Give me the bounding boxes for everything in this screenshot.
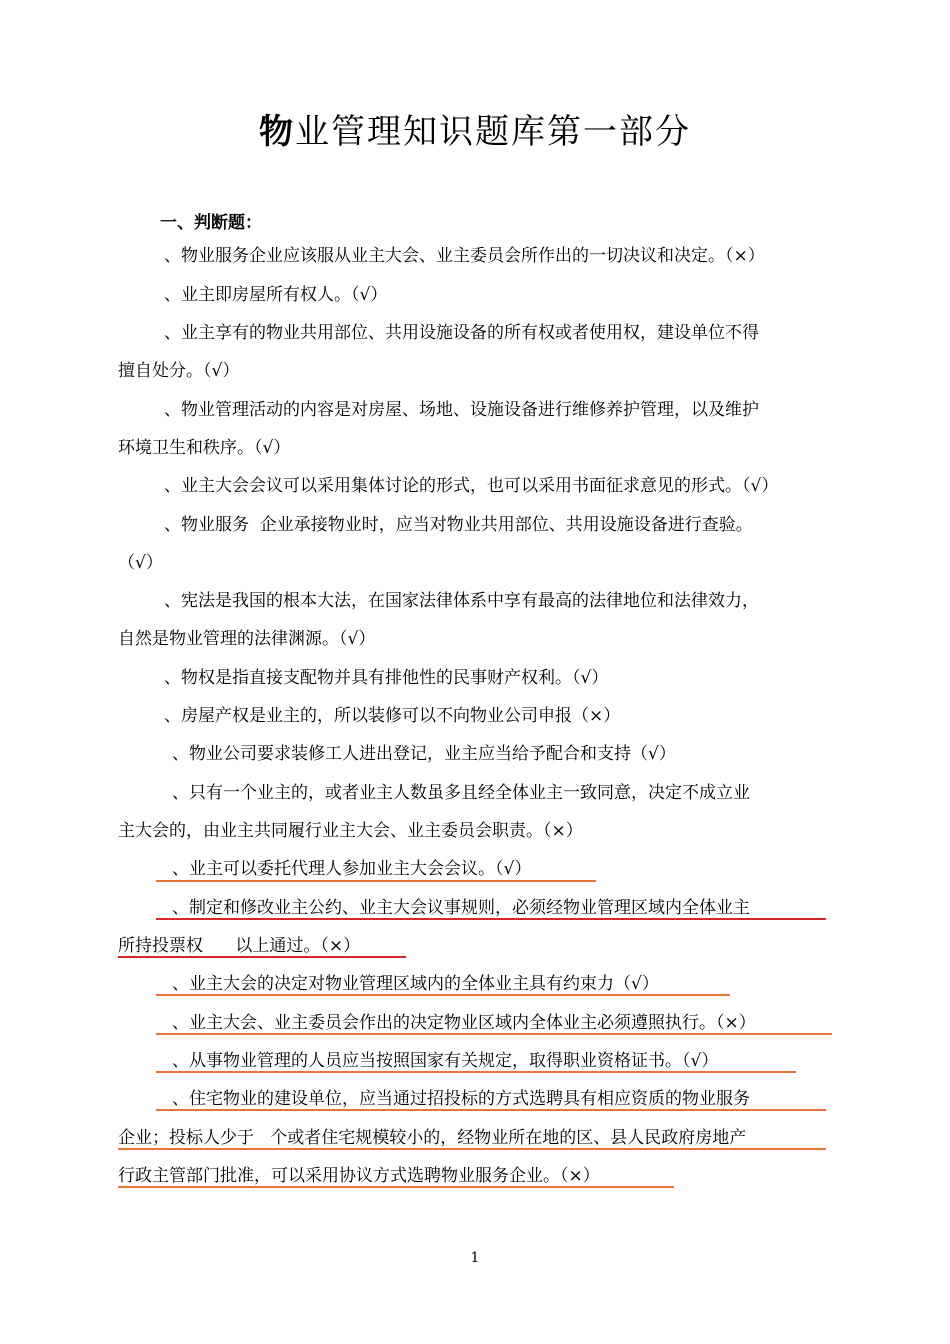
page-title — [0, 104, 950, 153]
highlight-underline — [156, 880, 596, 882]
question-line: 、房屋产权是业主的，所以装修可以不向物业公司申报（×） — [164, 706, 621, 726]
question-line: 企业；投标人少于 个或者住宅规模较小的，经物业所在地的区、县人民政府房地产 — [118, 1128, 747, 1148]
question-line: 、物业服务企业应该服从业主大会、业主委员会所作出的一切决议和决定。（×） — [164, 246, 765, 266]
question-line: 行政主管部门批准，可以采用协议方式选聘物业服务企业。（×） — [118, 1166, 600, 1186]
question-line: 所持投票权 以上通过。（×） — [118, 936, 361, 956]
highlight-underline — [118, 1186, 674, 1188]
question-line: 主大会的，由业主共同履行业主大会、业主委员会职责。（×） — [118, 821, 583, 841]
question-line: 、业主可以委托代理人参加业主大会会议。（√） — [172, 859, 532, 879]
question-line: 、业主大会的决定对物业管理区域内的全体业主具有约束力（√） — [172, 974, 659, 994]
title-rest: 业管理知识题库第一部分 — [295, 112, 691, 152]
question-line: 、物业管理活动的内容是对房屋、场地、设施设备进行维修养护管理，以及维护 — [164, 400, 759, 420]
question-line: 、物业公司要求装修工人进出登记，业主应当给予配合和支持（√） — [172, 744, 676, 764]
question-line: 自然是物业管理的法律渊源。（√） — [118, 629, 376, 649]
question-line: 环境卫生和秩序。（√） — [118, 438, 291, 458]
highlight-underline — [156, 994, 730, 996]
title-first-char: 物 — [259, 112, 295, 152]
highlight-underline — [118, 1148, 826, 1150]
question-line: 、宪法是我国的根本大法，在国家法律体系中享有最高的法律地位和法律效力， — [164, 591, 759, 611]
question-line: 、业主即房屋所有权人。（√） — [164, 285, 388, 305]
question-line: 擅自处分。（√） — [118, 361, 240, 381]
question-line: 、从事物业管理的人员应当按照国家有关规定，取得职业资格证书。（√） — [172, 1051, 719, 1071]
question-line: 、物权是指直接支配物并具有排他性的民事财产权利。（√） — [164, 668, 609, 688]
question-line: 、业主大会会议可以采用集体讨论的形式，也可以采用书面征求意见的形式。（√） — [164, 476, 779, 496]
question-line: 、业主享有的物业共用部位、共用设施设备的所有权或者使用权，建设单位不得 — [164, 323, 759, 343]
highlight-underline — [118, 956, 406, 958]
question-line: 、业主大会、业主委员会作出的决定物业区域内全体业主必须遵照执行。（×） — [172, 1013, 756, 1033]
page-number: 1 — [470, 1250, 480, 1266]
question-line: （√） — [118, 553, 163, 573]
question-line: 、物业服务 企业承接物业时，应当对物业共用部位、共用设施设备进行查验。 — [164, 515, 753, 535]
question-line: 、只有一个业主的，或者业主人数虽多且经全体业主一致同意，决定不成立业 — [172, 783, 750, 803]
highlight-underline — [156, 1109, 826, 1111]
section-heading: 一、判断题： — [160, 213, 262, 233]
question-line: 、制定和修改业主公约、业主大会议事规则，必须经物业管理区域内全体业主 — [172, 898, 750, 918]
highlight-underline — [156, 1071, 796, 1073]
highlight-underline — [156, 1033, 832, 1035]
question-line: 、住宅物业的建设单位，应当通过招投标的方式选聘具有相应资质的物业服务 — [172, 1089, 750, 1109]
highlight-underline — [156, 918, 826, 920]
